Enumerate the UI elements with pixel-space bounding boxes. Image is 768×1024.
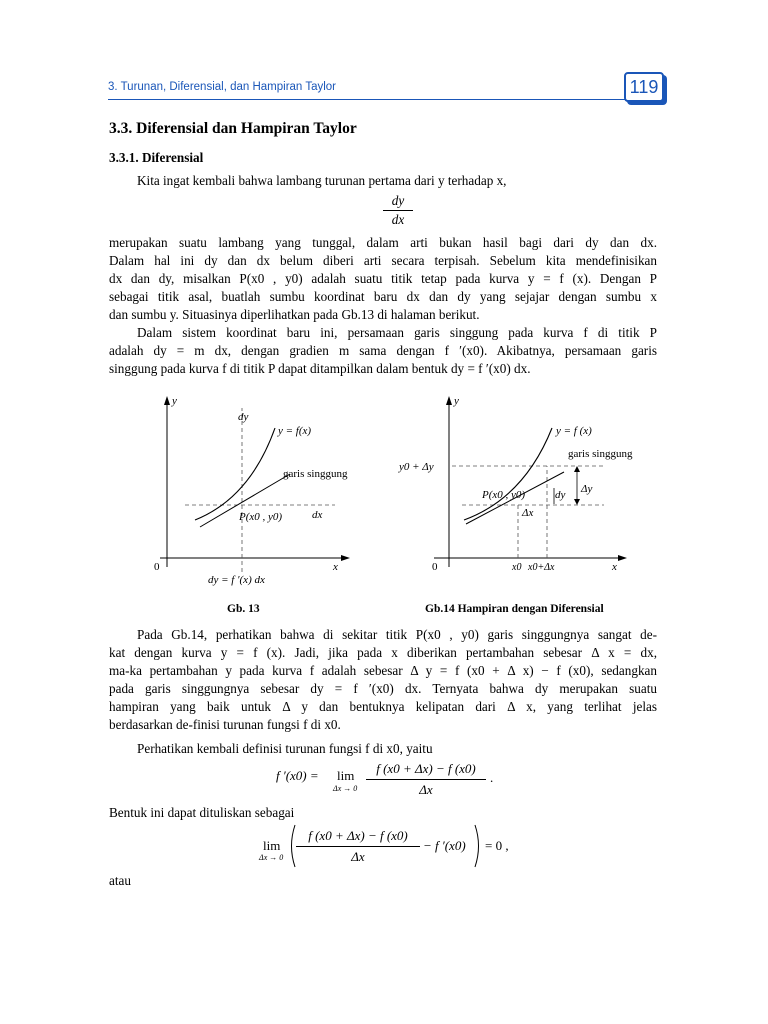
paragraph-line: sebagai titik asal, buatlah sumbu koordinat baru dx dan dy yang sejajar dengan sumbu x [109,289,657,304]
eq1-lhs: f ′(x0) = [276,768,319,783]
fraction-bar [383,210,413,211]
label-curve: y = f(x) [278,425,312,437]
label-point: P(x0 , y0) [239,511,283,523]
paragraph-line: adalah dy = m dx, dengan gradien m sama dengan f ′(x0). Akibatnya, persamaan garis [109,343,657,358]
label-x: x [333,561,338,573]
eq2-denominator: Δx [351,849,365,864]
y-axis-arrow [164,396,170,405]
paragraph-line: dx dan dy, misalkan P(x0 , y0) adalah suatu titik tetap pada kurva y = f (x). Dengan P [109,271,657,286]
label-x: x [612,561,617,573]
paragraph-line: kat dengan kurva y = f (x). Jadi, jika pada x diberikan pertambahan sebesar Δ x = dx, [109,645,657,660]
label-delta-y: Δy [581,483,593,495]
label-origin: 0 [154,561,160,573]
label-delta-x: Δx [522,507,534,519]
figure-14-caption: Gb.14 Hampiran dengan Diferensial [425,603,604,615]
label-tangent: garis singgung [568,448,633,460]
eq1-denominator: Δx [419,782,433,797]
eq2-lim-sub: Δx → 0 [259,853,284,862]
label-x0: x0 [512,562,522,573]
label-tangent: garis singgung [283,468,348,480]
eq2-fraction-bar [296,846,420,847]
section-title: 3.3. Diferensial dan Hampiran Taylor [109,120,357,137]
paragraph-line: pada garis singgungnya sebesar dy = f ′(x0) dx. Ternyata bahwa dy merupakan suatu [109,681,657,696]
fraction-denominator: dx [391,212,405,227]
paragraph-line: merupakan suatu lambang yang tunggal, dalam arti bukan hasil bagi dari dy dan dx. [109,235,657,250]
eq2-end: = 0 , [485,838,509,853]
paragraph-atau: atau [109,873,131,888]
header-rule [108,99,628,100]
delta-y-arrowhead-down [574,499,580,505]
label-y: y [172,395,177,407]
x-axis-arrow [618,555,627,561]
label-x0-plus-dx: x0+Δx [528,562,555,573]
paragraph-line: singgung pada kurva f di titik P dapat ditampilkan dalam bentuk dy = f ′(x0) dx. [109,361,531,376]
label-equation: dy = f ′(x) dx [208,574,265,586]
eq1-numerator: f (x0 + Δx) − f (x0) [376,761,476,776]
paragraph-form: Bentuk ini dapat dituliskan sebagai [109,805,295,820]
paragraph-line: Pada Gb.14, perhatikan bahwa di sekitar titik P(x0 , y0) garis singgungnya sangat de- [137,627,657,642]
paragraph-line: ma-ka pertambahan y pada kurva f adalah sebesar Δ y = f (x0 + Δ x) − f (x0), sedangkan [109,663,657,678]
curve [464,428,552,520]
paragraph-line: hampiran yang baik untuk Δ y dan bentuknya kelipatan dari Δ x, yang terlihat jelas [109,699,657,714]
paragraph-line: Dalam sistem koordinat baru ini, persamaan garis singgung pada kurva f di titik P [137,325,657,340]
paragraph-line: Dalam hal ini dy dan dx belum diberi arti secara terpisah. Sebelum kita mendefinisikan [109,253,657,268]
label-dx: dx [312,509,323,521]
delta-y-arrowhead-up [574,466,580,472]
eq2-lim: lim [263,838,281,853]
fraction-numerator: dy [391,193,405,208]
x-axis-arrow [341,555,350,561]
label-y0-plus-dy: y0 + Δy [399,461,434,473]
chapter-title: 3. Turunan, Diferensial, dan Hampiran Taylor [108,81,336,93]
label-curve: y = f (x) [556,425,592,437]
y-axis-arrow [446,396,452,405]
fraction-dy-dx [383,193,413,228]
paragraph-line: berdasarkan de-finisi turunan fungsi f di x0. [109,717,341,732]
label-dy: dy [238,411,249,423]
figure-13-caption: Gb. 13 [227,603,260,615]
eq2-right-paren [473,824,483,868]
subsection-title: 3.3.1. Diferensial [109,150,204,165]
eq1-lim: lim [337,768,355,783]
page-number: 119 [624,72,664,102]
eq2-numerator: f (x0 + Δx) − f (x0) [308,828,408,843]
eq2-derivative: − f ′(x0) [423,838,466,853]
label-origin: 0 [432,561,438,573]
eq1-lim-sub: Δx → 0 [333,784,358,793]
paragraph-line: dan sumbu y. Situasinya diperlihatkan pada Gb.13 di halaman berikut. [109,307,480,322]
figure-13 [140,392,360,592]
eq1-fraction-bar [366,779,486,780]
paragraph-definition: Perhatikan kembali definisi turunan fungsi f di x0, yaitu [137,741,433,756]
running-header [108,78,664,100]
label-point: P(x0 , y0) [482,489,526,501]
label-y: y [454,395,459,407]
figure-14 [394,392,654,587]
paragraph-intro: Kita ingat kembali bahwa lambang turunan pertama dari y terhadap x, [137,173,507,188]
eq1-end: . [490,770,494,785]
label-dy: dy [555,489,566,501]
